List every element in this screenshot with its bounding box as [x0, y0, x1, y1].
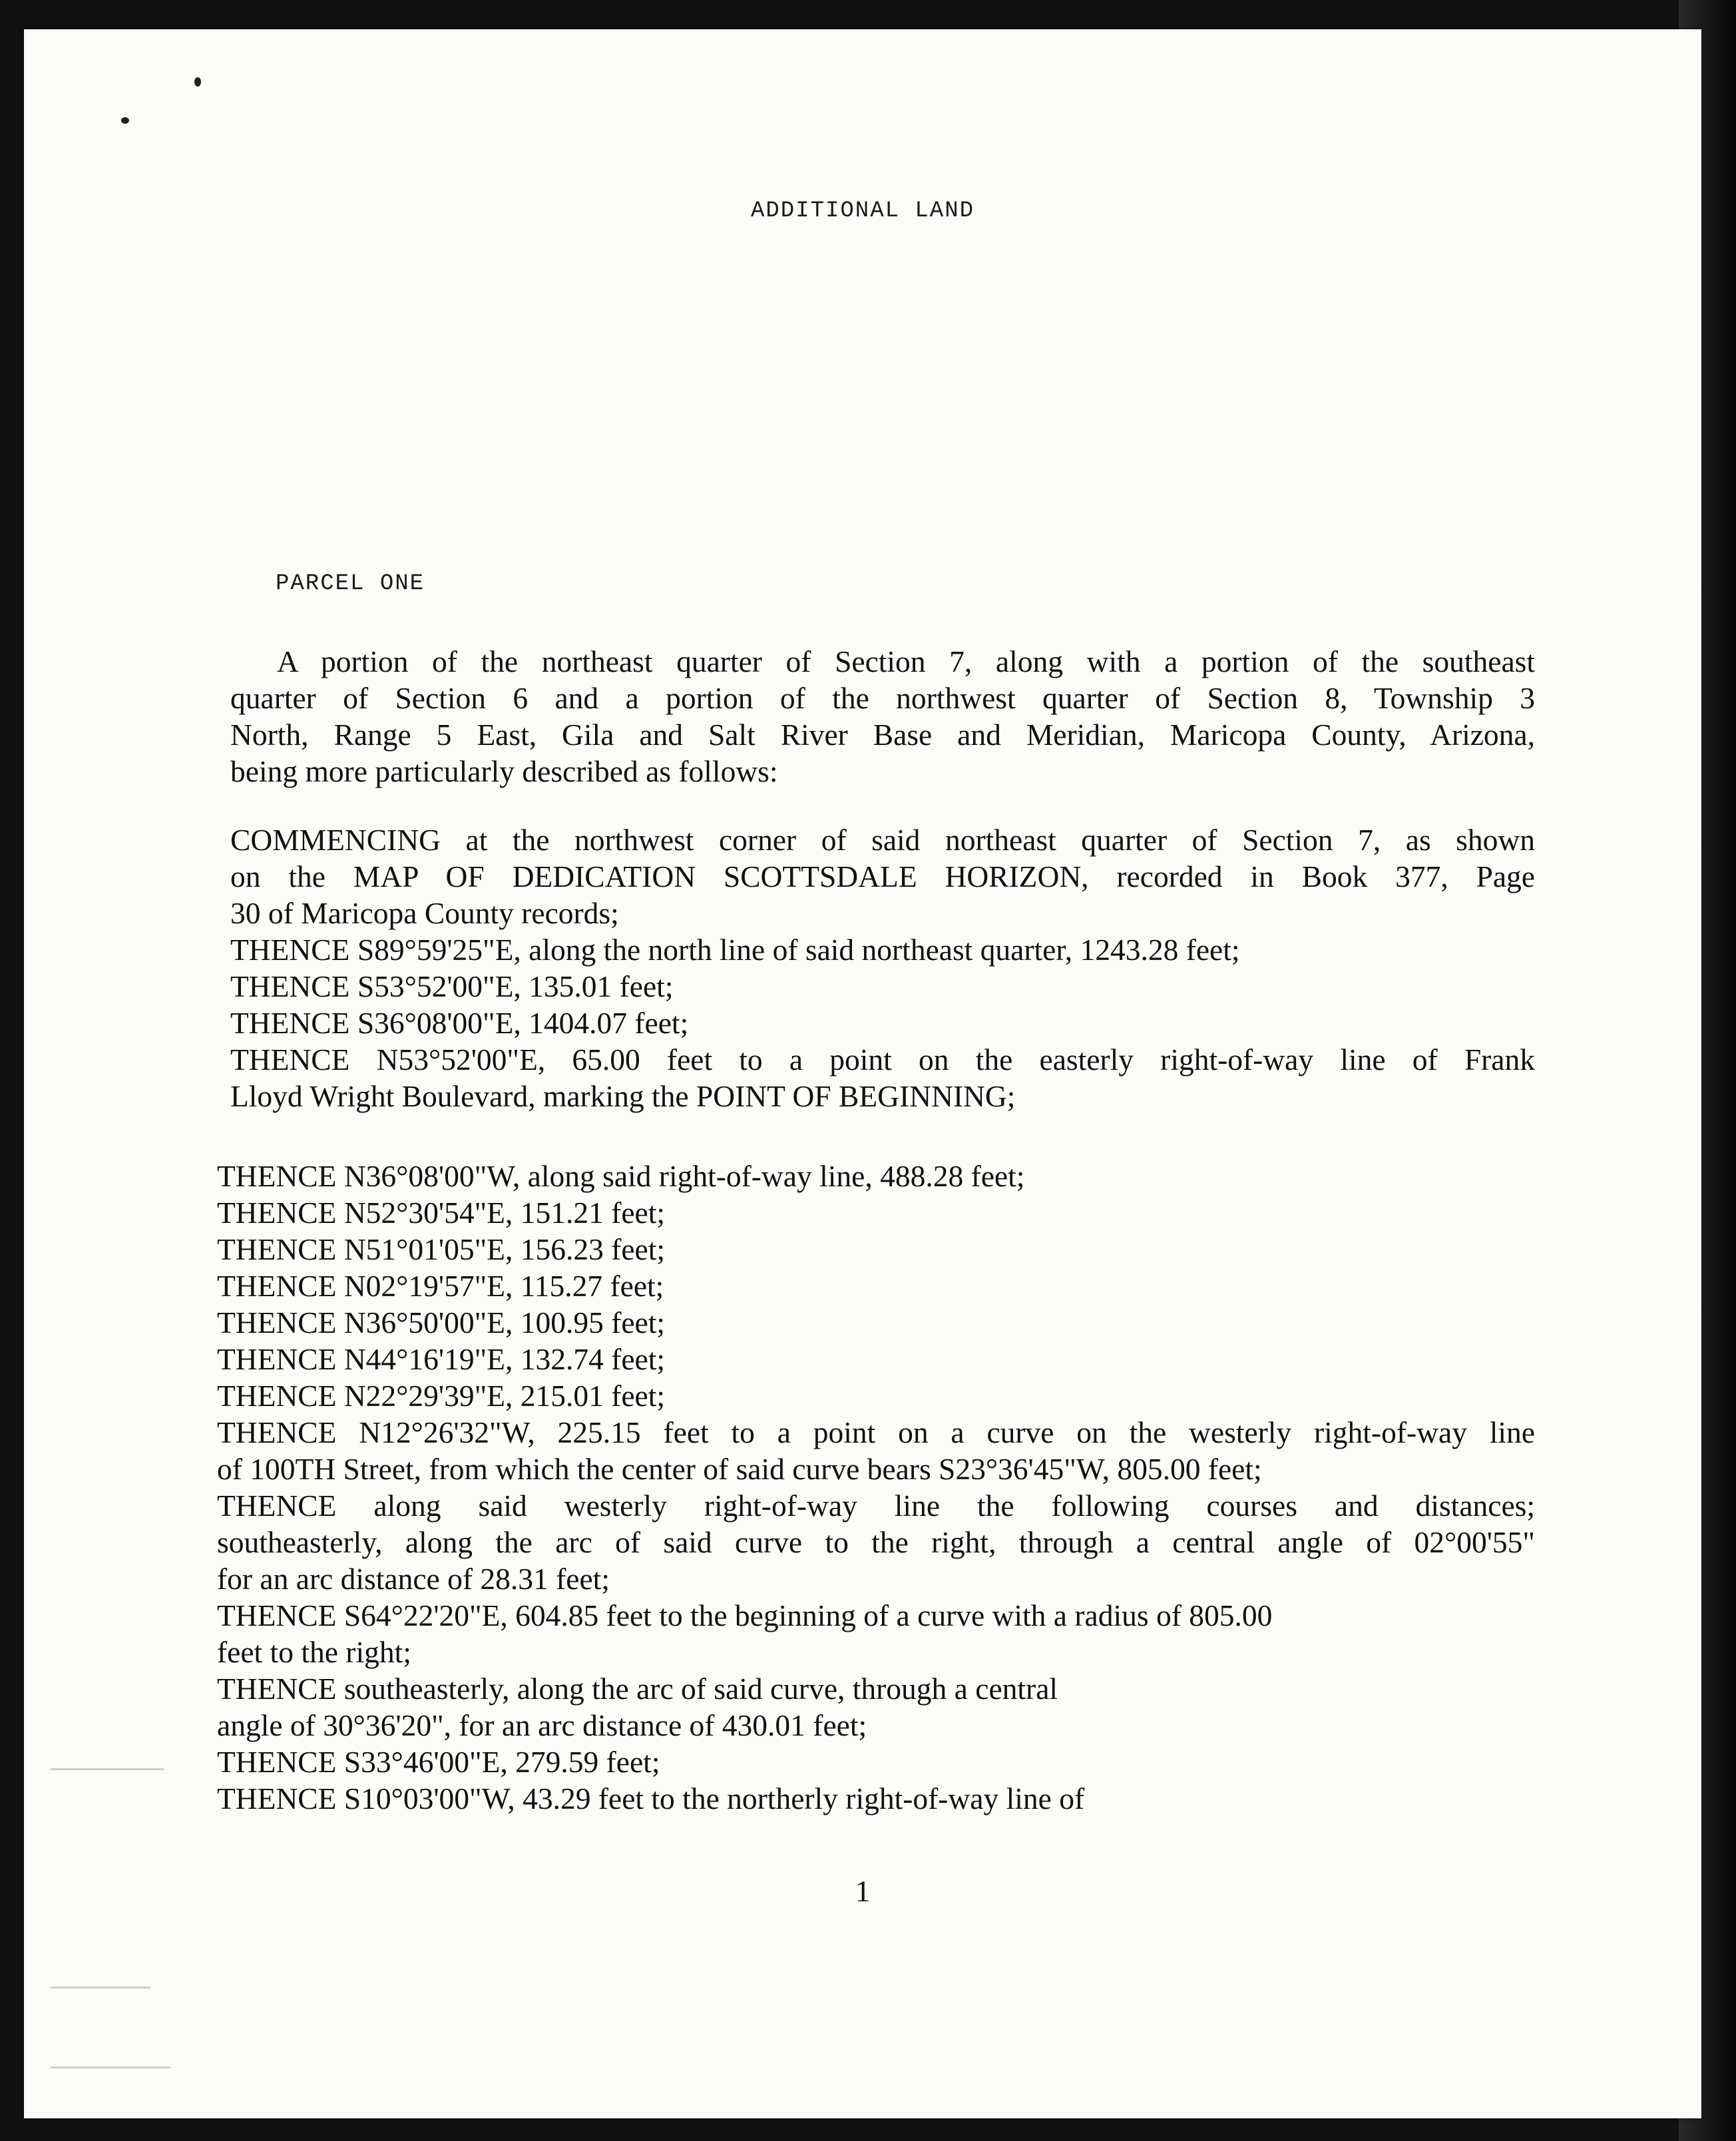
- commencing-line: THENCE S53°52'00"E, 135.01 feet;: [230, 969, 674, 1003]
- intro-line: A portion of the northeast quarter of Section 7, along with a portion of the southeast: [277, 644, 1535, 678]
- intro-paragraph: [230, 643, 1535, 790]
- course-line: THENCE N52°30'54"E, 151.21 feet;: [217, 1196, 666, 1230]
- parcel-heading: PARCEL ONE: [276, 571, 425, 596]
- commencing-line: COMMENCING at the northwest corner of said northeast quarter of Section 7, as shown: [230, 823, 1535, 857]
- course-line: THENCE S10°03'00"W, 43.29 feet to the northerly right-of-way line of: [217, 1782, 1085, 1815]
- scan-smudge: [51, 1987, 150, 1989]
- course-line: THENCE along said westerly right-of-way line the following courses and distances;: [217, 1489, 1535, 1523]
- commencing-line: on the MAP OF DEDICATION SCOTTSDALE HORIZON, recorded in Book 377, Page: [230, 859, 1535, 893]
- commencing-line: 30 of Maricopa County records;: [230, 896, 619, 930]
- course-line: THENCE N44°16'19"E, 132.74 feet;: [217, 1342, 666, 1376]
- scan-smudge: [51, 1768, 164, 1770]
- course-line: for an arc distance of 28.31 feet;: [217, 1562, 610, 1596]
- commencing-line: THENCE S89°59'25"E, along the north line of said northeast quarter, 1243.28 feet;: [230, 933, 1240, 967]
- intro-line: being more particularly described as follows:: [230, 754, 778, 788]
- commencing-line: THENCE N53°52'00"E, 65.00 feet to a point on the easterly right-of-way line of Frank: [230, 1043, 1535, 1076]
- course-line: THENCE N51°01'05"E, 156.23 feet;: [217, 1232, 666, 1266]
- course-line: THENCE N02°19'57"E, 115.27 feet;: [217, 1269, 664, 1303]
- course-line: southeasterly, along the arc of said curve to the right, through a central angle of 02°00'55": [217, 1525, 1535, 1559]
- course-line: THENCE S64°22'20"E, 604.85 feet to the beginning of a curve with a radius of 805.00: [217, 1598, 1273, 1632]
- intro-line: North, Range 5 East, Gila and Salt River Base and Meridian, Maricopa County, Arizona,: [230, 718, 1535, 752]
- course-line: THENCE N12°26'32"W, 225.15 feet to a point on a curve on the westerly right-of-way line: [217, 1415, 1535, 1449]
- scan-smudge: [51, 2066, 170, 2068]
- course-line: feet to the right;: [217, 1635, 411, 1669]
- course-line: THENCE southeasterly, along the arc of said curve, through a central: [217, 1672, 1058, 1706]
- course-line: THENCE N22°29'39"E, 215.01 feet;: [217, 1379, 666, 1413]
- courses-paragraph: [217, 1158, 1535, 1817]
- commencing-paragraph: [230, 822, 1535, 1114]
- intro-line: quarter of Section 6 and a portion of the northwest quarter of Section 8, Township 3: [230, 681, 1535, 715]
- course-line: THENCE N36°50'00"E, 100.95 feet;: [217, 1306, 666, 1339]
- course-line: THENCE N36°08'00"W, along said right-of-way line, 488.28 feet;: [217, 1159, 1025, 1193]
- scan-speck: [121, 117, 129, 124]
- course-line: of 100TH Street, from which the center of said curve bears S23°36'45"W, 805.00 feet;: [217, 1452, 1262, 1486]
- scan-speck: [194, 77, 201, 87]
- course-line: THENCE S33°46'00"E, 279.59 feet;: [217, 1745, 660, 1779]
- document-page: [24, 29, 1701, 2118]
- commencing-line: THENCE S36°08'00"E, 1404.07 feet;: [230, 1006, 689, 1040]
- page-number: 1: [855, 1874, 871, 1908]
- course-line: angle of 30°36'20", for an arc distance of 430.01 feet;: [217, 1708, 867, 1742]
- document-title: ADDITIONAL LAND: [750, 198, 975, 224]
- commencing-line: Lloyd Wright Boulevard, marking the POINT OF BEGINNING;: [230, 1079, 1016, 1113]
